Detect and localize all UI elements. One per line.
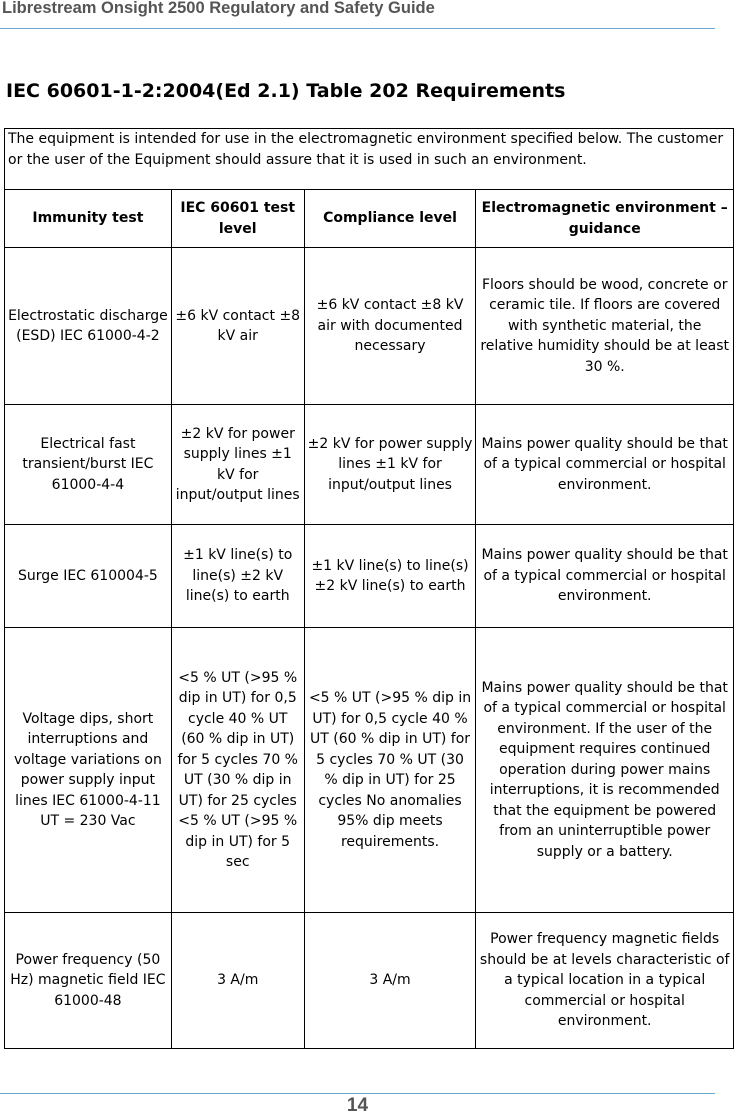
cell-compliance-level: ±6 kV contact ±8 kV air with documented necessary <box>304 248 476 405</box>
table-intro: The equipment is intended for use in the electromagnetic environment specified below. The customer or the user of the Equipment should assure that it is used in such an environment. <box>5 129 734 190</box>
column-header-test-level: IEC 60601 test level <box>171 190 304 248</box>
cell-guidance: Floors should be wood, concrete or ceramic tile. If floors are covered with synthetic material, the relative humidity should be at least 30 %. <box>476 248 734 405</box>
column-header-immunity-test: Immunity test <box>5 190 172 248</box>
table-intro-row <box>5 129 734 190</box>
table-header-row <box>5 190 734 248</box>
cell-compliance-level: ±1 kV line(s) to line(s) ±2 kV line(s) to earth <box>304 525 476 628</box>
cell-compliance-level: 3 A/m <box>304 913 476 1049</box>
page-number: 14 <box>346 1095 369 1116</box>
cell-immunity-test: Voltage dips, short interruptions and voltage variations on power supply input lines IEC 61000-4-11 UT = 230 Vac <box>5 628 172 913</box>
table-row <box>5 405 734 525</box>
cell-guidance: Mains power quality should be that of a typical commercial or hospital environment. If the user of the equipment requires continued operation during power mains interruptions, it is recommended that the equipment be powered from an uninterruptible power supply or a battery. <box>476 628 734 913</box>
document-header-title: Librestream Onsight 2500 Regulatory and Safety Guide <box>2 0 435 17</box>
cell-test-level: 3 A/m <box>171 913 304 1049</box>
cell-immunity-test: Electrical fast transient/burst IEC 61000-4-4 <box>5 405 172 525</box>
cell-guidance: Mains power quality should be that of a typical commercial or hospital environment. <box>476 405 734 525</box>
cell-test-level: ±6 kV contact ±8 kV air <box>171 248 304 405</box>
cell-test-level: ±2 kV for power supply lines ±1 kV for input/output lines <box>171 405 304 525</box>
column-header-compliance-level: Compliance level <box>304 190 476 248</box>
table-row <box>5 913 734 1049</box>
cell-test-level: <5 % UT (>95 % dip in UT) for 0,5 cycle 40 % UT (60 % dip in UT) for 5 cycles 70 % UT (30 % dip in UT) for 25 cycles <5 % UT (>95 % dip in UT) for 5 sec <box>171 628 304 913</box>
cell-immunity-test: Power frequency (50 Hz) magnetic field IEC 61000-48 <box>5 913 172 1049</box>
cell-guidance: Mains power quality should be that of a typical commercial or hospital environment. <box>476 525 734 628</box>
cell-guidance: Power frequency magnetic fields should be at levels characteristic of a typical location in a typical commercial or hospital environment. <box>476 913 734 1049</box>
cell-immunity-test: Surge IEC 610004-5 <box>5 525 172 628</box>
footer-divider <box>0 1093 715 1094</box>
cell-compliance-level: ±2 kV for power supply lines ±1 kV for input/output lines <box>304 405 476 525</box>
table-row <box>5 628 734 913</box>
table-row <box>5 525 734 628</box>
column-header-guidance: Electromagnetic environment – guidance <box>476 190 734 248</box>
cell-immunity-test: Electrostatic discharge (ESD) IEC 61000-4-2 <box>5 248 172 405</box>
document-header <box>0 0 715 29</box>
section-title: IEC 60601-1-2:2004(Ed 2.1) Table 202 Requirements <box>6 80 566 102</box>
requirements-table <box>4 128 734 1049</box>
table-row <box>5 248 734 405</box>
cell-compliance-level: <5 % UT (>95 % dip in UT) for 0,5 cycle 40 % UT (60 % dip in UT) for 5 cycles 70 % UT (30 % dip in UT) for 25 cycles No anomalies 95% dip meets requirements. <box>304 628 476 913</box>
cell-test-level: ±1 kV line(s) to line(s) ±2 kV line(s) to earth <box>171 525 304 628</box>
